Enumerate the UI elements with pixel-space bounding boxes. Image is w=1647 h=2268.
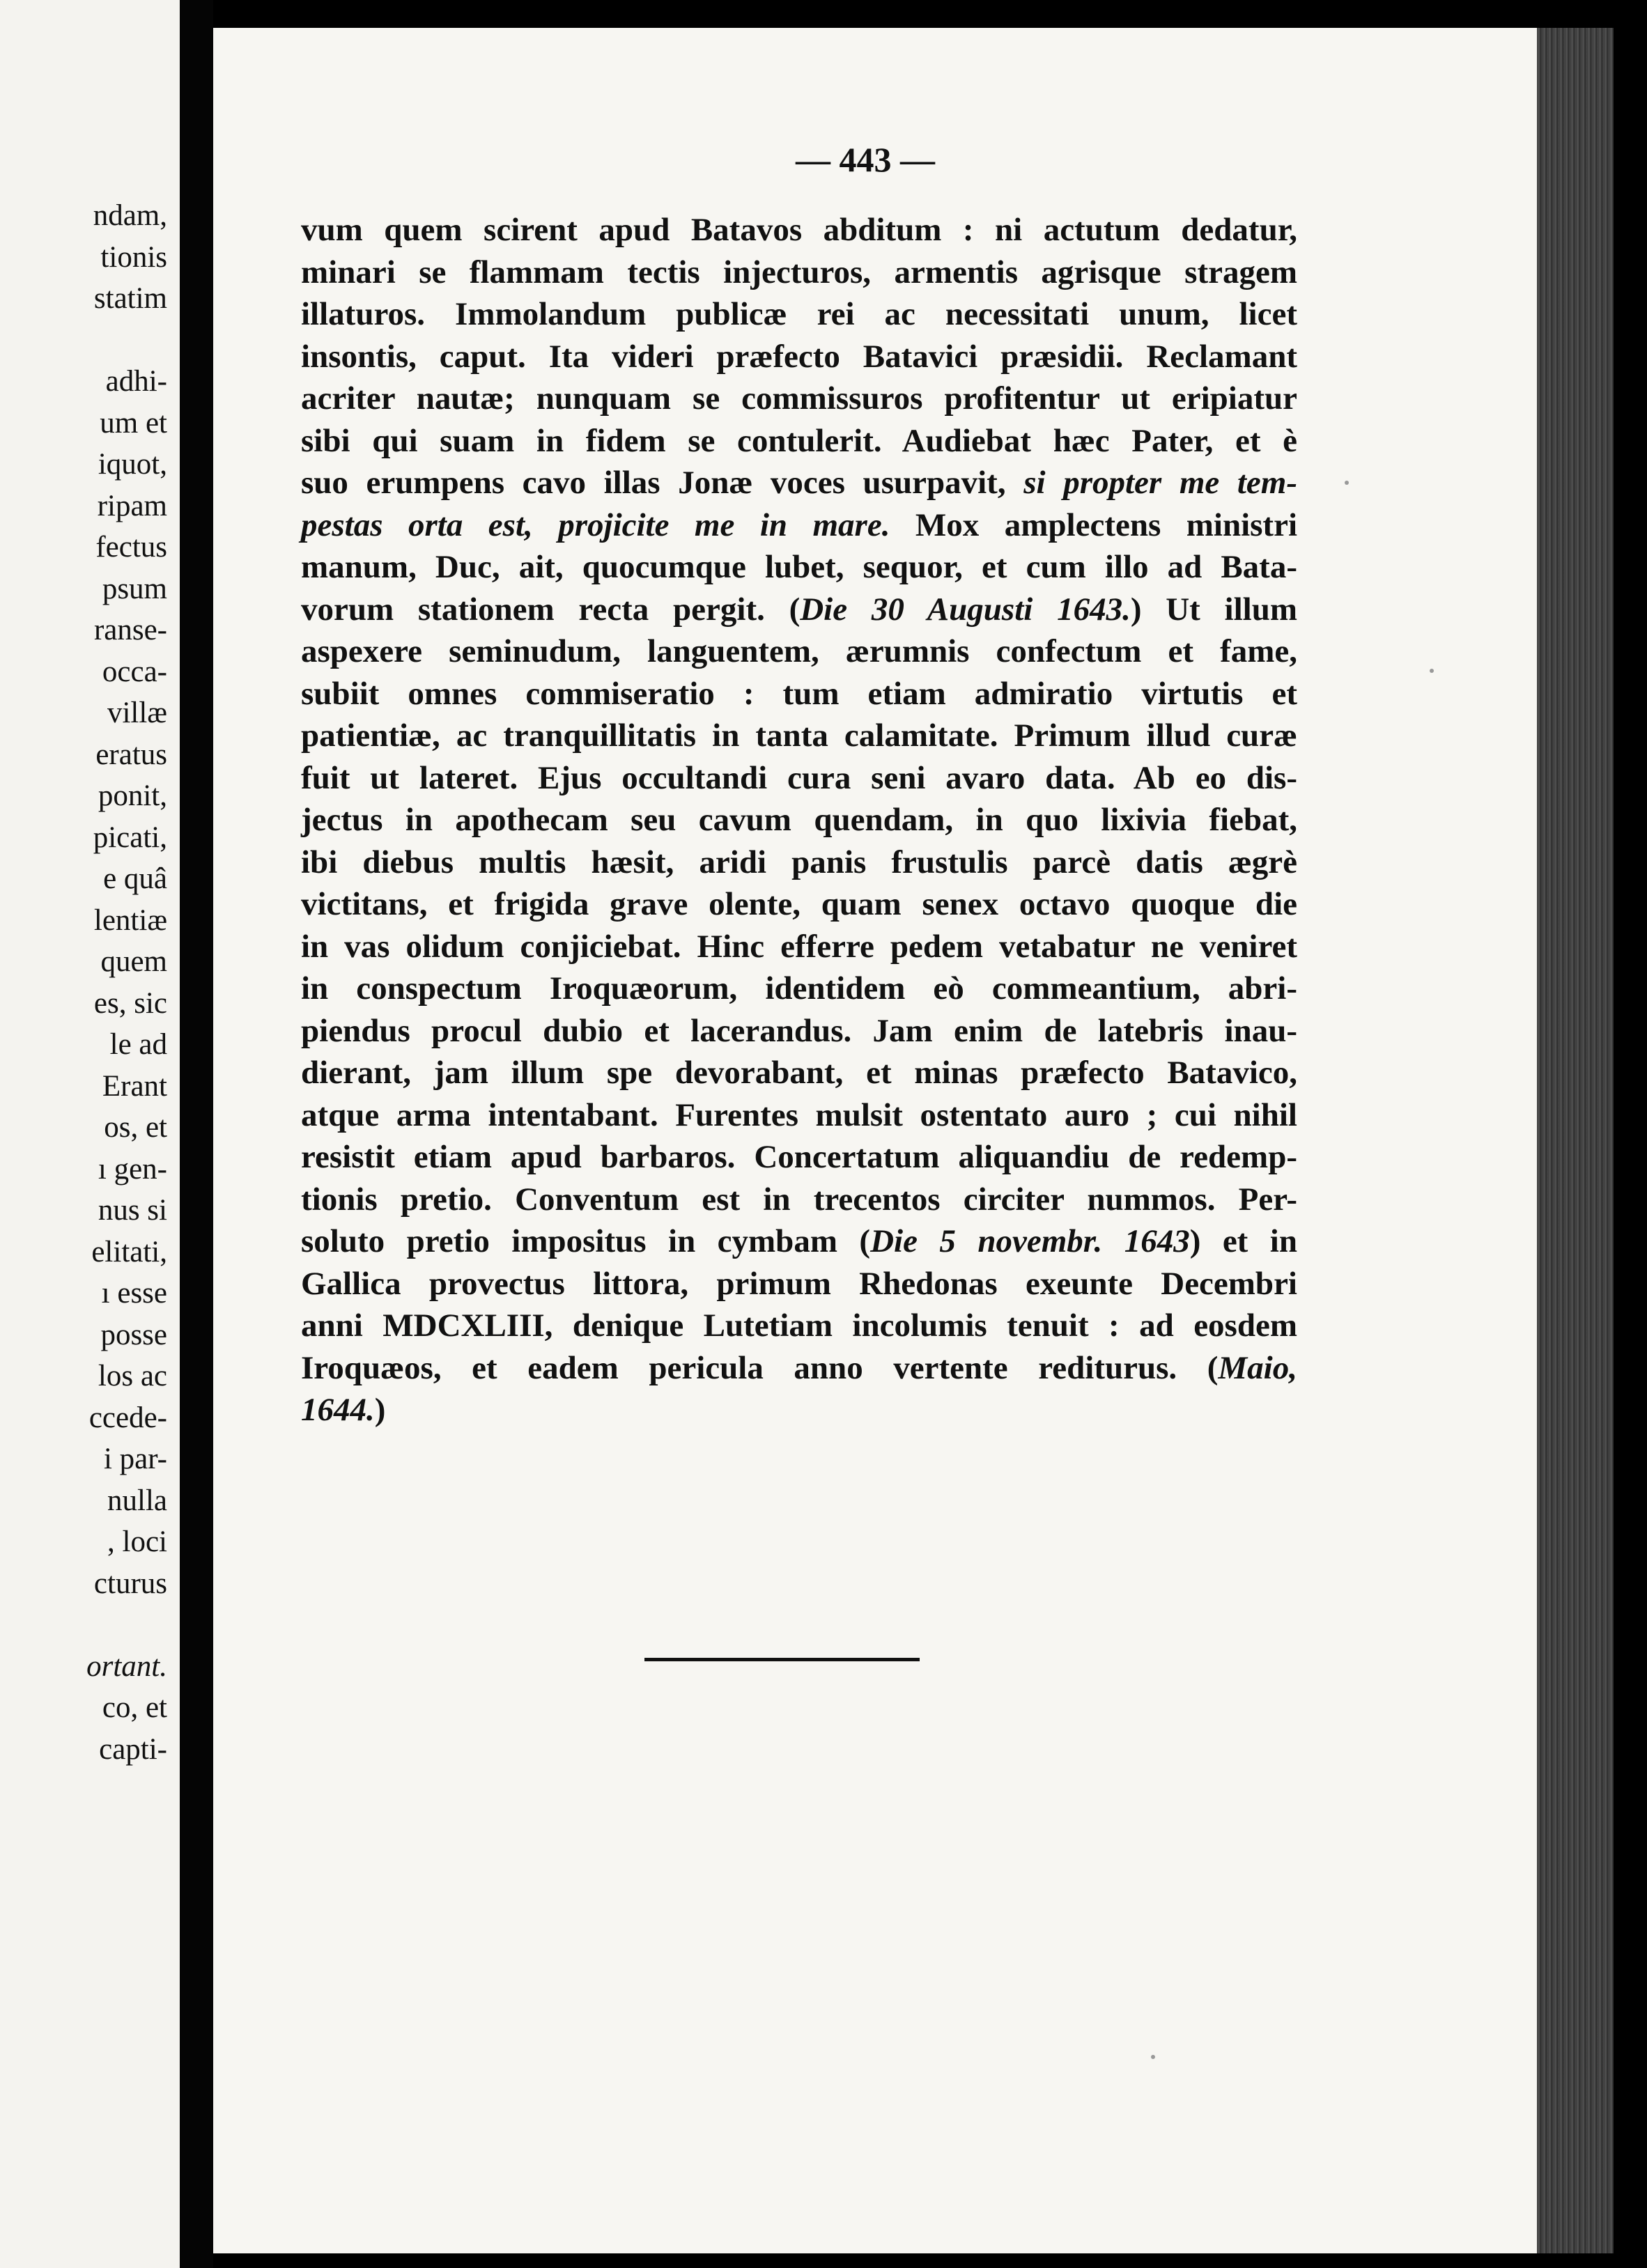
text-line — [301, 293, 1297, 336]
text-span: subiit omnes commiseratio : tum etiam admiratio virtutis et — [301, 675, 1297, 712]
facing-page-line: ccede- — [88, 1401, 167, 1434]
text-line — [301, 1052, 1297, 1094]
text-span: atque arma intentabant. Furentes mulsit ostentato auro ; cui nihil — [301, 1096, 1297, 1133]
book-gutter — [180, 0, 213, 2268]
facing-page-line: es, sic — [93, 986, 167, 1020]
text-line — [301, 799, 1297, 841]
italic-span: pestas orta est, projicite me in mare. — [301, 506, 890, 543]
text-line — [301, 336, 1297, 378]
italic-span: Die 30 Augusti 1643. — [800, 591, 1131, 628]
facing-page-line: ortant. — [86, 1649, 167, 1683]
text-line — [301, 1010, 1297, 1053]
text-line — [301, 630, 1297, 673]
text-span: resistit etiam apud barbaros. Concertatum aliquandiu de redemp- — [301, 1139, 1297, 1175]
facing-page-line: cturus — [93, 1567, 167, 1600]
text-line — [301, 757, 1297, 800]
text-span: manum, Duc, ait, quocumque lubet, sequor, et cum illo ad Bata- — [301, 549, 1297, 585]
text-span: aspexere seminudum, languentem, ærumnis confectum et fame, — [301, 633, 1297, 669]
text-span: tionis pretio. Conventum est in trecentos circiter nummos. Per- — [301, 1181, 1297, 1218]
facing-page-line: nulla — [107, 1484, 167, 1517]
scan-speck — [1345, 481, 1349, 485]
text-span: minari se flammam tectis injecturos, armentis agrisque stragem — [301, 254, 1297, 290]
text-line — [301, 1094, 1297, 1137]
text-line — [301, 420, 1297, 463]
facing-page-line: iquot, — [98, 448, 167, 481]
facing-page-line: villæ — [107, 697, 167, 729]
italic-span: si propter me tem- — [1023, 465, 1297, 501]
text-span: Iroquæos, et eadem pericula anno vertente rediturus. ( — [301, 1349, 1219, 1386]
facing-page-line: nus si — [98, 1194, 167, 1227]
facing-page-line: elitati, — [91, 1235, 167, 1268]
facing-page-line: ndam, — [93, 199, 167, 232]
facing-page-line: ripam — [97, 489, 167, 522]
facing-page-line: capti- — [99, 1732, 167, 1766]
facing-page-line: statim — [93, 282, 167, 315]
text-line — [301, 715, 1297, 757]
text-line — [301, 1136, 1297, 1179]
facing-page-line: los ac — [98, 1360, 167, 1392]
italic-span: Die 5 novembr. 1643 — [870, 1223, 1190, 1259]
text-line — [301, 209, 1297, 251]
facing-page-line: lentiæ — [93, 903, 167, 937]
facing-page-line: psum — [102, 572, 167, 605]
facing-page-line: tionis — [100, 240, 167, 274]
body-text — [301, 209, 1297, 1431]
facing-page-line: os, et — [104, 1111, 167, 1144]
text-span: patientiæ, ac tranquillitatis in tanta calamitate. Primum illud curæ — [301, 717, 1297, 754]
facing-page-line: adhi- — [105, 365, 167, 398]
page-edges — [1537, 28, 1614, 2253]
facing-page-line: Erant — [102, 1069, 167, 1103]
text-line — [301, 589, 1297, 631]
text-span: in conspectum Iroquæorum, identidem eò commeantium, abri- — [301, 970, 1297, 1007]
text-line — [301, 968, 1297, 1010]
text-span: ) — [374, 1392, 386, 1428]
text-line — [301, 462, 1297, 504]
text-span: ) Ut illum — [1130, 591, 1297, 628]
facing-page-line: ı esse — [101, 1277, 167, 1310]
text-line — [301, 841, 1297, 884]
text-span: illaturos. Immolandum publicæ rei ac necessitati unum, licet — [301, 296, 1297, 332]
text-span: suo erumpens cavo illas Jonæ voces usurpavit, — [301, 465, 1024, 501]
scan-border — [1614, 0, 1647, 2268]
text-span: ) et in — [1189, 1223, 1297, 1259]
facing-page-line: fectus — [95, 531, 167, 564]
scan-speck — [1430, 669, 1434, 673]
text-line — [301, 251, 1297, 294]
text-span: soluto pretio impositus in cymbam ( — [301, 1223, 871, 1259]
facing-page-line: ranse- — [93, 614, 167, 646]
text-line — [301, 1389, 1297, 1431]
text-line — [301, 1305, 1297, 1347]
facing-page-line: posse — [100, 1318, 167, 1351]
italic-span: Maio, — [1218, 1349, 1297, 1386]
text-line — [301, 1347, 1297, 1390]
facing-page-line: occa- — [102, 655, 167, 688]
text-span: vorum stationem recta pergit. ( — [301, 591, 801, 628]
text-span: anni MDCXLIII, denique Lutetiam incolumis tenuit : ad eosdem — [301, 1307, 1297, 1344]
text-line — [301, 504, 1297, 547]
text-line — [301, 883, 1297, 926]
text-span: acriter nautæ; nunquam se commissuros profitentur ut eripiatur — [301, 380, 1297, 417]
facing-page-line: ı gen- — [98, 1152, 167, 1186]
facing-page-line: le ad — [109, 1028, 167, 1061]
text-line — [301, 1179, 1297, 1221]
scan-speck — [1151, 2055, 1155, 2059]
text-span: in vas olidum conjiciebat. Hinc efferre pedem vetabatur ne veniret — [301, 928, 1297, 965]
italic-span: 1644. — [301, 1392, 375, 1428]
text-span: sibi qui suam in fidem se contulerit. Audiebat hæc Pater, et è — [301, 422, 1297, 459]
text-span: victitans, et frigida grave olente, quam senex octavo quoque die — [301, 886, 1297, 922]
text-line — [301, 926, 1297, 968]
facing-page-line: um et — [100, 406, 167, 440]
text-line — [301, 1220, 1297, 1263]
text-span: Mox amplectens ministri — [890, 506, 1297, 543]
facing-page-line: quem — [100, 945, 167, 978]
facing-page-line: i par- — [103, 1443, 167, 1475]
text-span: vum quem scirent apud Batavos abditum : ni actutum dedatur, — [301, 212, 1297, 248]
facing-page-line: picati, — [93, 821, 167, 854]
page-number: — 443 — — [796, 140, 935, 179]
text-span: fuit ut lateret. Ejus occultandi cura seni avaro data. Ab eo dis- — [301, 759, 1297, 796]
text-span: jectus in apothecam seu cavum quendam, in quo lixivia fiebat, — [301, 802, 1297, 838]
facing-page-line: co, et — [102, 1691, 167, 1724]
text-span: insontis, caput. Ita videri præfecto Batavici præsidii. Reclamant — [301, 338, 1297, 375]
text-line — [301, 673, 1297, 715]
section-rule — [644, 1658, 920, 1661]
facing-page-line: eratus — [95, 738, 167, 771]
facing-page-line: , loci — [107, 1525, 167, 1558]
text-line — [301, 546, 1297, 589]
text-span: piendus procul dubio et lacerandus. Jam enim de latebris inau- — [301, 1012, 1297, 1049]
text-line — [301, 1263, 1297, 1305]
text-span: ibi diebus multis hæsit, aridi panis frustulis parcè datis ægrè — [301, 844, 1297, 880]
text-span: Gallica provectus littora, primum Rhedonas exeunte Decembri — [301, 1265, 1297, 1302]
facing-page-line: ponit, — [98, 779, 167, 812]
text-span: dierant, jam illum spe devorabant, et minas præfecto Batavico, — [301, 1055, 1297, 1091]
text-line — [301, 378, 1297, 420]
facing-page-line: e quâ — [103, 862, 167, 895]
